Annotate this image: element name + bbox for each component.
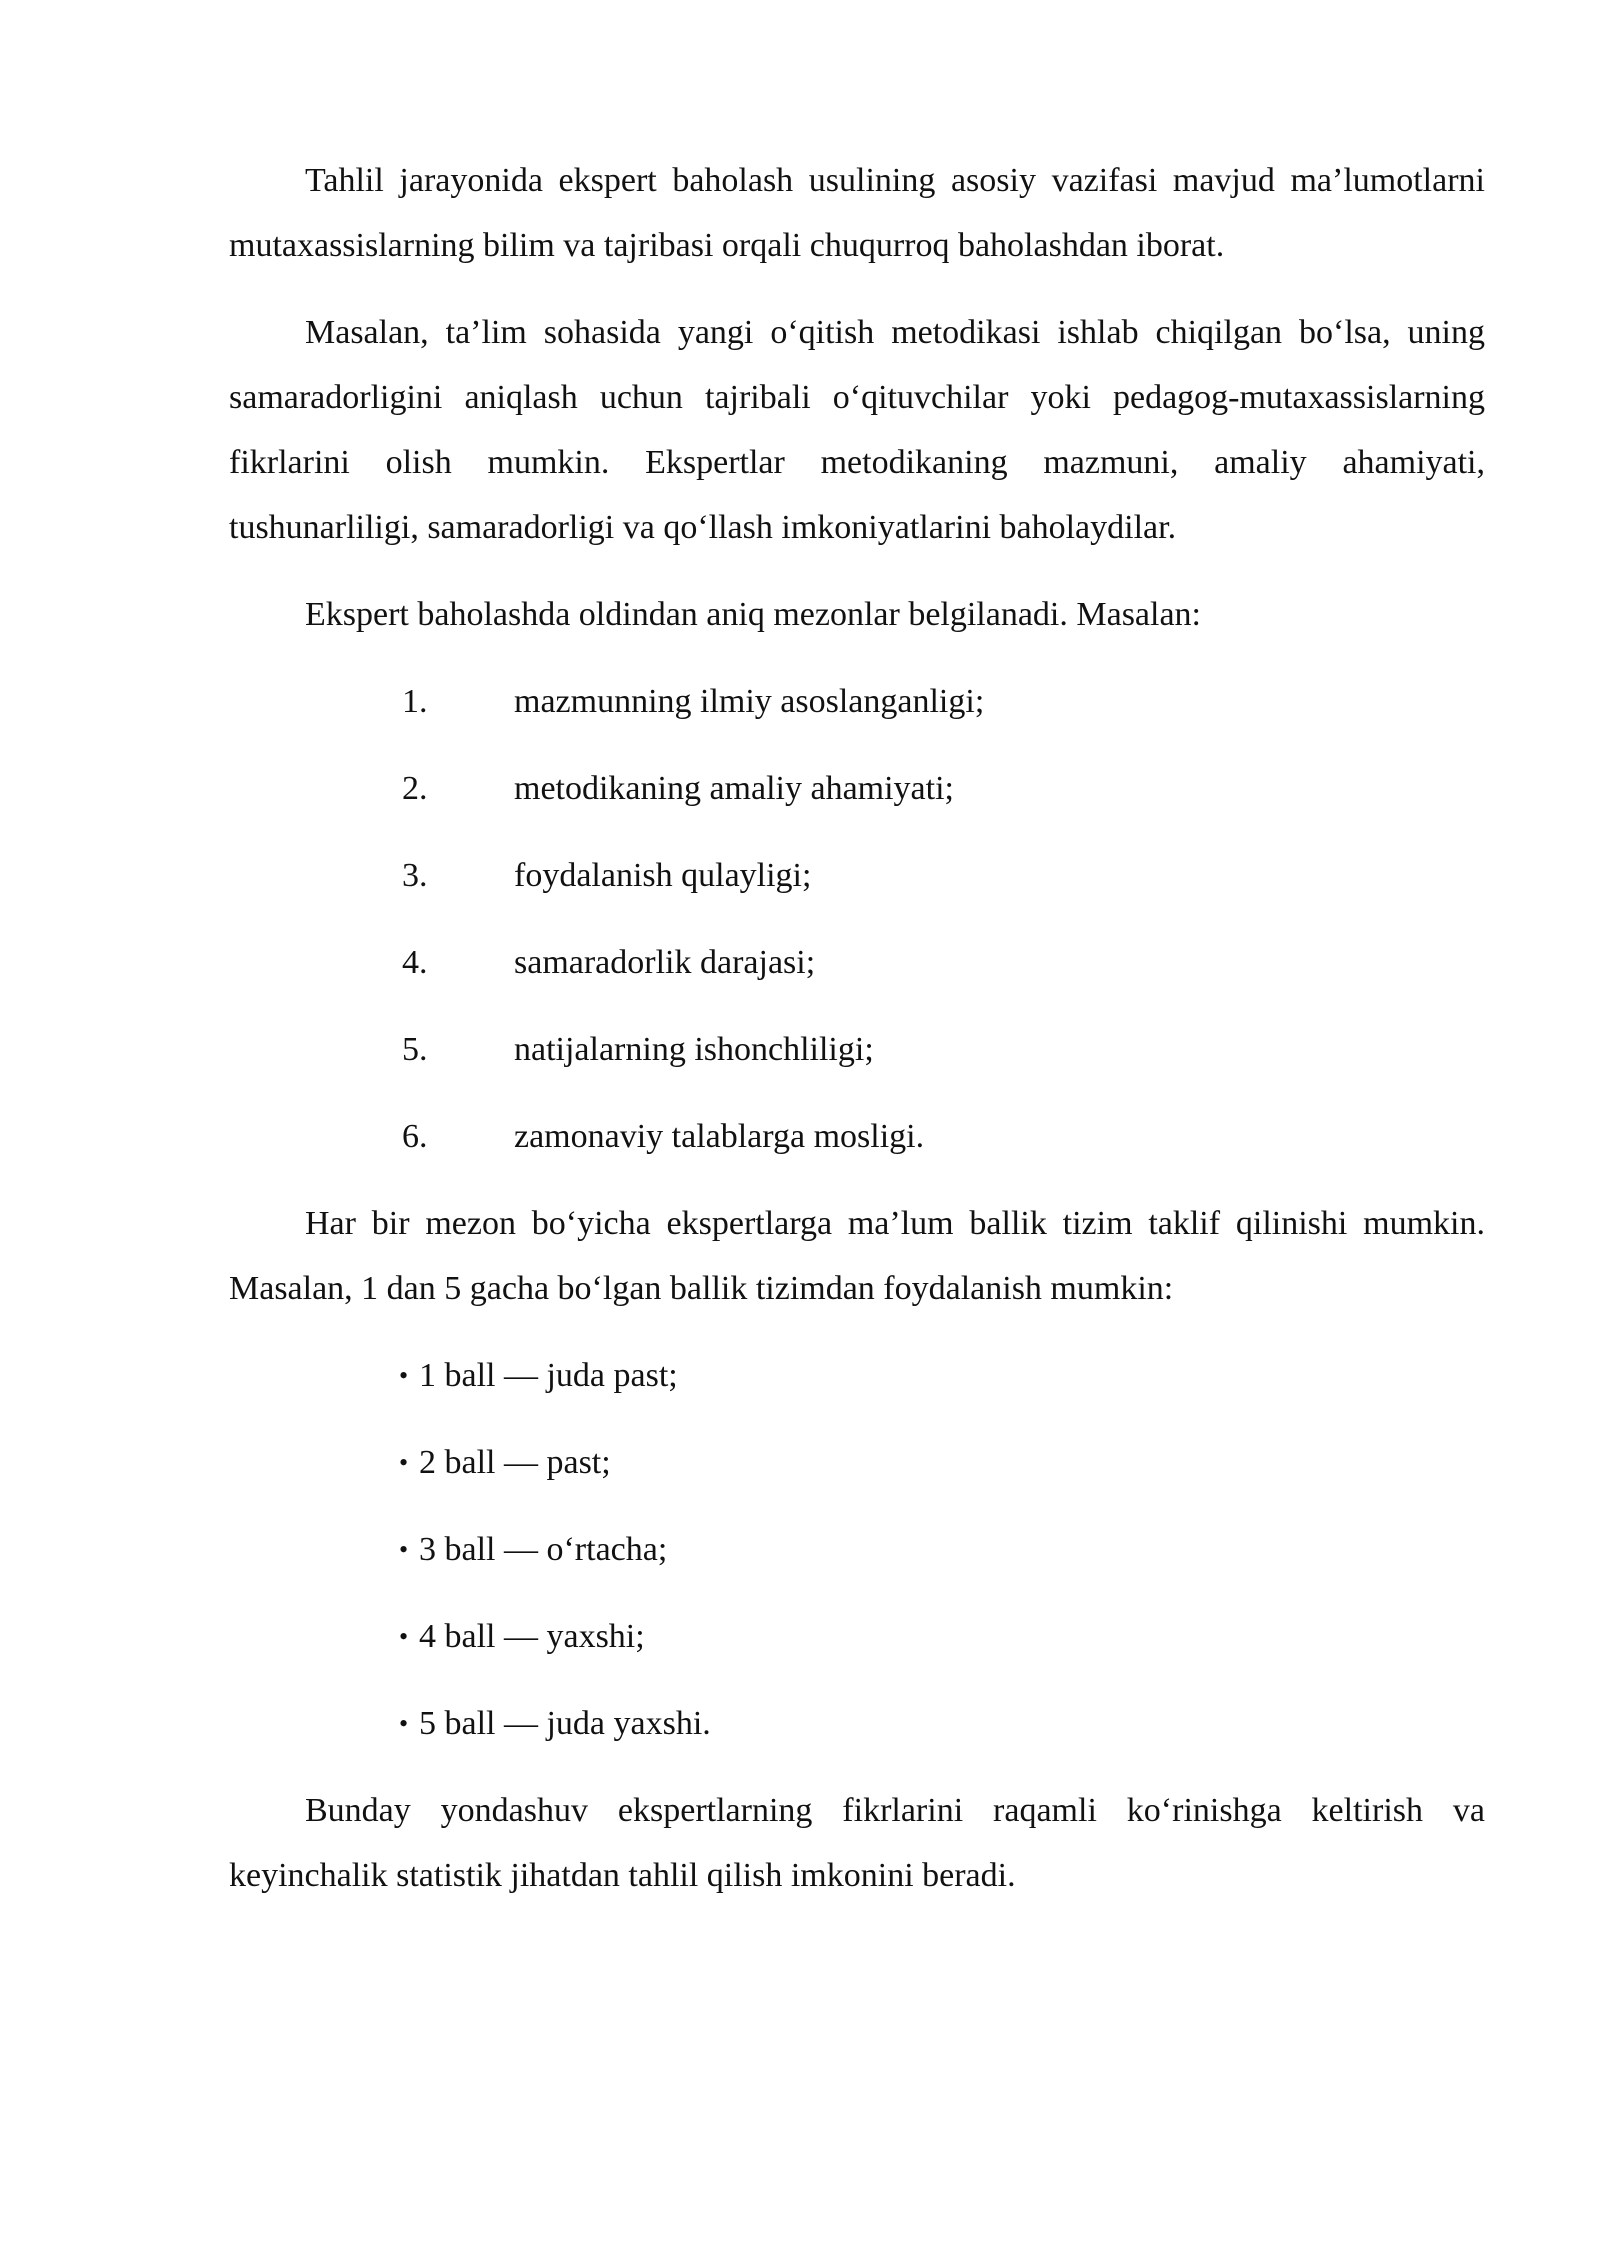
criteria-item-number: 2. bbox=[402, 770, 428, 807]
criteria-item-text: mazmunning ilmiy asoslanganligi; bbox=[514, 683, 985, 720]
criteria-list bbox=[229, 669, 1485, 1169]
paragraph-conclusion: Bunday yondashuv ekspertlarning fikrlarini raqamli ko‘rinishga keltirish va keyinchalik statistik jihatdan tahlil qilish imkonini beradi. bbox=[229, 1792, 1485, 1894]
scale-item-text: 3 ball — o‘rtacha; bbox=[419, 1531, 668, 1568]
scale-list bbox=[229, 1343, 1485, 1756]
bullet-icon: • bbox=[399, 1709, 409, 1738]
bullet-icon: • bbox=[399, 1535, 409, 1564]
criteria-item-number: 3. bbox=[402, 857, 428, 894]
bullet-icon: • bbox=[399, 1448, 409, 1477]
scale-item-text: 5 ball — juda yaxshi. bbox=[419, 1705, 711, 1742]
scale-item-text: 1 ball — juda past; bbox=[419, 1357, 678, 1394]
criteria-item-text: metodikaning amaliy ahamiyati; bbox=[514, 770, 954, 807]
paragraph-scale-intro: Har bir mezon bo‘yicha ekspertlarga ma’lum ballik tizim taklif qilinishi mumkin. Masalan, 1 dan 5 gacha bo‘lgan ballik tizimdan foydalanish mumkin: bbox=[229, 1205, 1485, 1307]
criteria-item bbox=[229, 1104, 1485, 1169]
criteria-item bbox=[229, 843, 1485, 908]
criteria-item bbox=[229, 930, 1485, 995]
criteria-item-number: 4. bbox=[402, 944, 428, 981]
criteria-item-text: natijalarning ishonchliligi; bbox=[514, 1031, 874, 1068]
criteria-item-text: samaradorlik darajasi; bbox=[514, 944, 816, 981]
criteria-item-number: 6. bbox=[402, 1118, 428, 1155]
criteria-item bbox=[229, 1017, 1485, 1082]
scale-item bbox=[229, 1343, 1485, 1408]
scale-item bbox=[229, 1517, 1485, 1582]
criteria-item-text: zamonaviy talablarga mosligi. bbox=[514, 1118, 925, 1155]
bullet-icon: • bbox=[399, 1622, 409, 1651]
scale-item-text: 4 ball — yaxshi; bbox=[419, 1618, 645, 1655]
bullet-icon: • bbox=[399, 1361, 409, 1390]
criteria-item bbox=[229, 756, 1485, 821]
paragraph-intro: Tahlil jarayonida ekspert baholash usulining asosiy vazifasi mavjud ma’lumotlarni mutaxassislarning bilim va tajribasi orqali chuqurroq baholashdan iborat. bbox=[229, 162, 1485, 264]
criteria-item-number: 5. bbox=[402, 1031, 428, 1068]
criteria-item-text: foydalanish qulayligi; bbox=[514, 857, 812, 894]
scale-item bbox=[229, 1691, 1485, 1756]
scale-item-text: 2 ball — past; bbox=[419, 1444, 611, 1481]
paragraph-example: Masalan, ta’lim sohasida yangi o‘qitish metodikasi ishlab chiqilgan bo‘lsa, uning samaradorligini aniqlash uchun tajribali o‘qituvchilar yoki pedagog-mutaxassislarning fikrlarini olish mumkin. Ekspertlar metodikaning mazmuni, amaliy ahamiyati, tushunarliligi, samaradorligi va qo‘llash imkoniyatlarini baholaydilar. bbox=[229, 314, 1485, 546]
paragraph-criteria-intro: Ekspert baholashda oldindan aniq mezonlar belgilanadi. Masalan: bbox=[305, 596, 1202, 633]
criteria-item bbox=[229, 669, 1485, 734]
page-content bbox=[229, 148, 1485, 1908]
criteria-item-number: 1. bbox=[402, 683, 428, 720]
scale-item bbox=[229, 1604, 1485, 1669]
scale-item bbox=[229, 1430, 1485, 1495]
